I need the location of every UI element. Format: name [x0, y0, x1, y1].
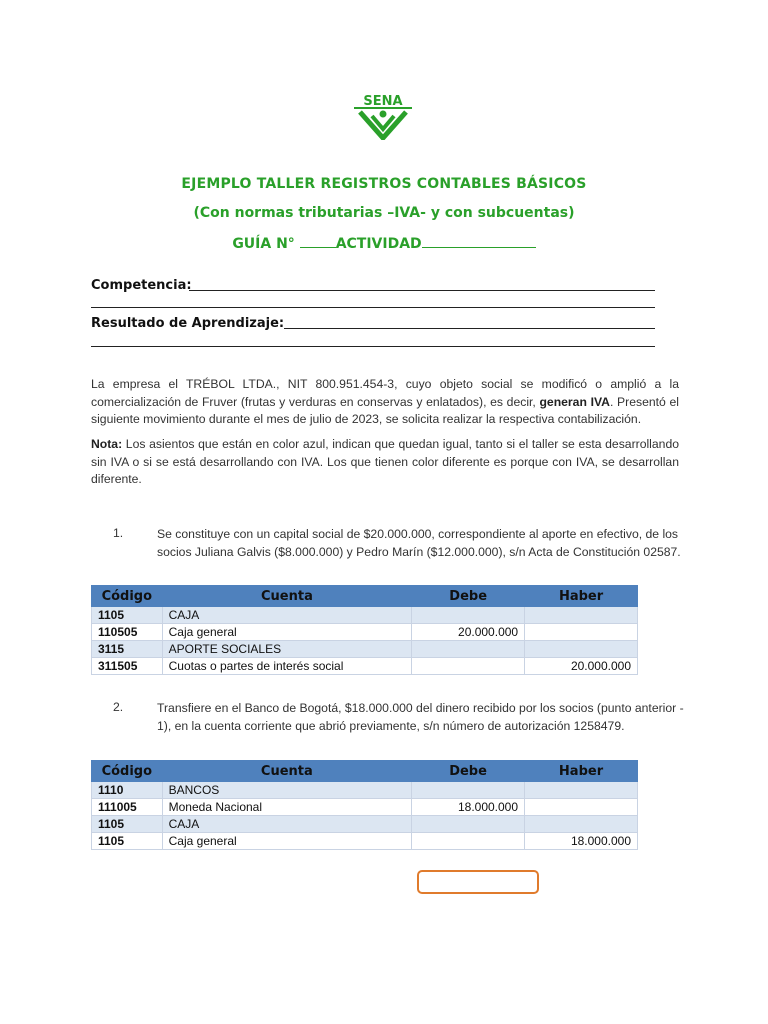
resultado-line-2[interactable] — [91, 346, 655, 347]
header-debe: Debe — [412, 761, 525, 782]
table-row: 3115 APORTE SOCIALES — [92, 641, 638, 658]
title-main: EJEMPLO TALLER REGISTROS CONTABLES BÁSICOS — [181, 176, 587, 192]
header-cuenta: Cuenta — [162, 586, 412, 607]
header-haber: Haber — [525, 761, 638, 782]
table-row: 110505 Caja general 20.000.000 — [92, 624, 638, 641]
guia-blank[interactable] — [300, 235, 336, 248]
title-subtitle: (Con normas tributarias –IVA- y con subcuentas) — [193, 205, 575, 221]
resultado-line[interactable] — [284, 328, 655, 329]
generan-iva-text: generan IVA — [539, 394, 610, 409]
item-text: Se constituye con un capital social de $20.000.000, correspondiente al aporte en efectivo, de los socios Juliana Galvis ($8.000.000) y Pedro Marín ($12.000.000), s/n Acta de Constitución 02587. — [157, 527, 681, 559]
actividad-label: ACTIVIDAD — [335, 236, 422, 252]
item-text: Transfiere en el Banco de Bogotá, $18.000.000 del dinero recibido por los socios (punto anterior - 1), en la cuenta corriente que abrió previamente, s/n número de autorización 1258479. — [157, 701, 684, 733]
actividad-blank[interactable] — [422, 235, 536, 248]
header-debe: Debe — [412, 586, 525, 607]
header-codigo: Código — [92, 586, 163, 607]
sena-logo-icon — [352, 92, 414, 140]
competencia-line[interactable] — [189, 290, 655, 291]
table-row: 311505 Cuotas o partes de interés social 20.000.000 — [92, 658, 638, 675]
item-number: 2. — [113, 700, 124, 714]
intro-paragraph: La empresa el TRÉBOL LTDA., NIT 800.951.454-3, cuyo objeto social se modificó o amplió a la comercialización de Fruver (frutas y verduras en conservas y enlatados), es decir, generan IVA. Presentó el siguiente movimiento durante el mes de julio de 2023, se solicita realizar la respectiva contabilización. — [91, 377, 679, 426]
sena-logo — [352, 92, 414, 140]
item-number: 1. — [113, 526, 124, 540]
header-codigo: Código — [92, 761, 163, 782]
nota-paragraph: Nota: Los asientos que están en color azul, indican que quedan igual, tanto si el taller se esta desarrollando sin IVA o si se está desarrollando con IVA. Los que tienen color diferente es porque con IVA, se desarrollan diferente. — [91, 437, 679, 486]
header-haber: Haber — [525, 586, 638, 607]
table-row: 1105 CAJA — [92, 816, 638, 833]
nota-label: Nota: — [91, 437, 123, 451]
table-header-row — [92, 761, 638, 782]
table-header-row — [92, 586, 638, 607]
table-row: 1110 BANCOS — [92, 782, 638, 799]
guia-label: GUÍA N° — [232, 236, 295, 252]
resultado-label: Resultado de Aprendizaje: — [91, 316, 285, 331]
table-row: 1105 CAJA — [92, 607, 638, 624]
orange-highlight-box — [417, 870, 539, 894]
header-cuenta: Cuenta — [162, 761, 411, 782]
table-row: 1105 Caja general 18.000.000 — [92, 833, 638, 850]
competencia-label: Competencia: — [91, 278, 192, 293]
table-row: 111005 Moneda Nacional 18.000.000 — [92, 799, 638, 816]
competencia-line-2[interactable] — [91, 307, 655, 308]
accounting-table-1 — [91, 585, 638, 675]
title-guia — [0, 235, 768, 252]
accounting-table-2 — [91, 760, 638, 850]
svg-text:SENA: SENA — [363, 94, 403, 109]
